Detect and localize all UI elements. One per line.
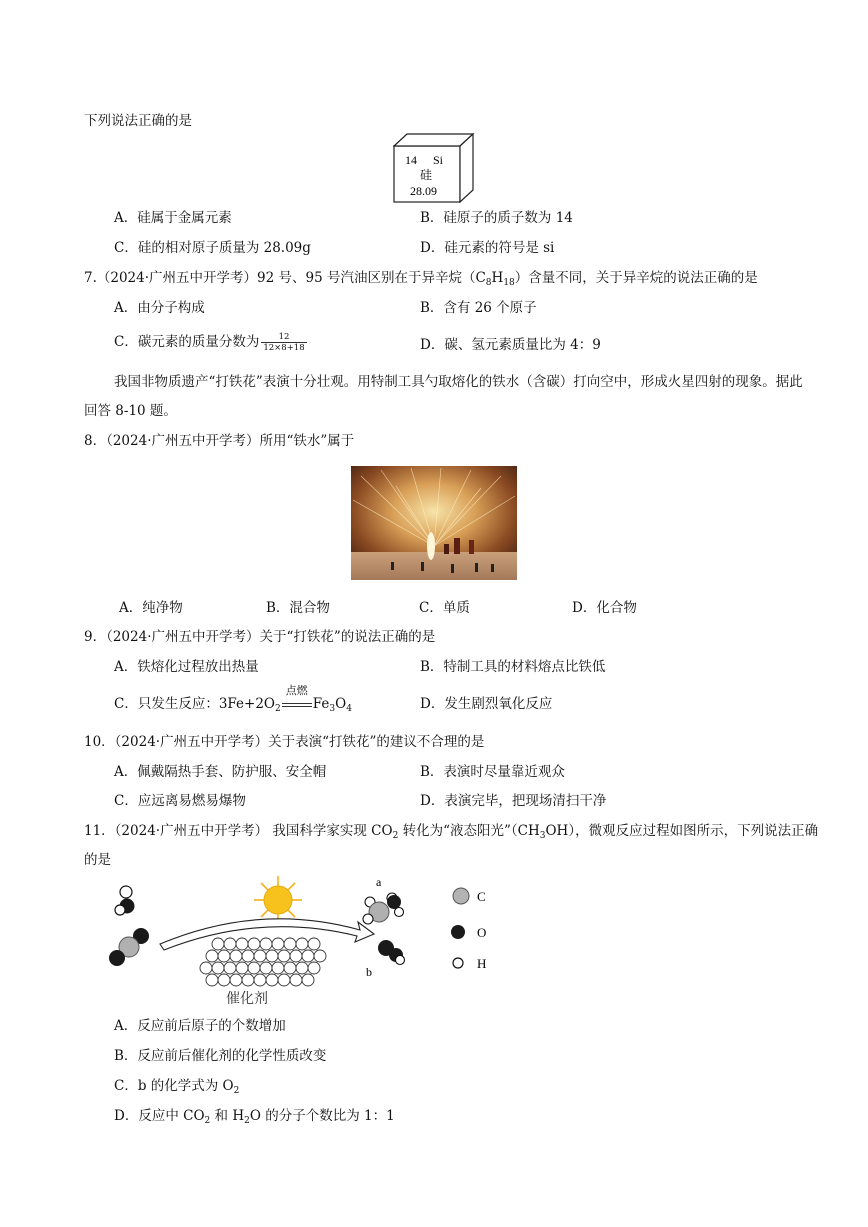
ch3oh-molecule (363, 893, 404, 924)
element-name: 硅 (420, 168, 433, 182)
catalyst-cluster (200, 938, 326, 986)
q10-option-a: A．佩戴隔热手套、防护服、安全帽 (114, 764, 327, 780)
co2-molecule-left (109, 928, 149, 966)
q10-option-d: D．表演完毕，把现场清扫干净 (420, 793, 607, 809)
iron-flower-photo (351, 466, 517, 580)
q10-option-c: C．应远离易燃易爆物 (114, 793, 246, 809)
sun-icon (254, 876, 302, 924)
q8-option-c: C．单质 (419, 600, 470, 616)
q8-option-d: D．化合物 (572, 600, 637, 616)
q11-option-b: B．反应前后催化剂的化学性质改变 (114, 1048, 327, 1064)
legend-o: O (477, 925, 487, 940)
q6-option-a: A．硅属于金属元素 (114, 210, 232, 226)
q7-option-a: A．由分子构成 (114, 300, 205, 316)
q8-option-a: A．纯净物 (119, 600, 183, 616)
h2o-molecule-left (115, 886, 135, 915)
q7-option-d: D．碳、氢元素质量比为 4：9 (420, 337, 601, 353)
q7-stem: 7.（2024·广州五中开学考）92 号、95 号汽油区别在于异辛烷$(C_8H_{18})$含量不同，关于异辛烷的说法正确的是 (84, 270, 758, 288)
label-b: b (366, 965, 372, 979)
element-mass: 28.09 (410, 184, 437, 198)
q6-stem: 下列说法正确的是 (84, 113, 192, 129)
q8-stem: 8．（2024·广州五中开学考）所用“铁水”属于 (84, 433, 355, 449)
h2o-molecule-b (378, 940, 405, 965)
q9-stem: 9．（2024·广州五中开学考）关于“打铁花”的说法正确的是 (84, 629, 436, 645)
catalyst-label: 催化剂 (226, 991, 268, 1007)
q9-option-b: B．特制工具的材料熔点比铁低 (420, 659, 606, 675)
silicon-element-card (393, 133, 475, 203)
q11-stem: 11．（2024·广州五中开学考） 我国科学家实现 $CO_2$ 转化为“液态阳光$”(CH_3OH)$，微观反应过程如图所示，下列说法正确 (84, 823, 819, 841)
q9-option-d: D．发生剧烈氧化反应 (420, 696, 553, 712)
passage-line-1: 我国非物质遗产“打铁花”表演十分壮观。用特制工具勺取熔化的铁水（含碳）打向空中，形成火星四射的现象。据此 (114, 374, 803, 390)
q8-option-b: B．混合物 (266, 600, 330, 616)
q11-stem-line-2: 的是 (84, 852, 111, 868)
q7-option-c: C．碳元素的质量分数为 $\frac{12}{12\times 8+18}$ (114, 332, 305, 353)
passage-line-2: 回答 8-10 题。 (84, 403, 177, 419)
mass-fraction: $\frac{12}{12\times 8+18}$ (263, 332, 305, 353)
q6-option-d: D．硅元素的符号是 si (420, 240, 555, 256)
q6-option-c: C．硅的相对原子质量为 28.09g (114, 240, 311, 256)
element-symbol: Si (433, 153, 444, 167)
legend-h: H (477, 956, 487, 971)
q10-stem: 10．（2024·广州五中开学考）关于表演“打铁花”的建议不合理的是 (84, 734, 485, 750)
label-a: a (376, 875, 382, 889)
atom-legend (446, 880, 506, 980)
q10-option-b: B．表演时尽量靠近观众 (420, 764, 565, 780)
ignition-condition: 点燃 (282, 696, 312, 712)
q11-option-a: A．反应前后原子的个数增加 (114, 1018, 286, 1034)
legend-c: C (477, 889, 486, 904)
element-number: 14 (405, 153, 417, 167)
q11-option-c: C．b 的化学式为 $O_2$ (114, 1078, 240, 1096)
q9-option-a: A．铁熔化过程放出热量 (114, 659, 259, 675)
q6-option-b: B．硅原子的质子数为 14 (420, 210, 573, 226)
q7-option-b: B．含有 26 个原子 (420, 300, 537, 316)
q11-option-d: D．反应中 $CO_2$ 和 $H_2O$ 的分子个数比为 1：1 (114, 1108, 395, 1126)
q9-option-c: C．只发生反应：$3Fe+2O_2$ 点燃 $Fe_3O_4$ (114, 684, 352, 714)
